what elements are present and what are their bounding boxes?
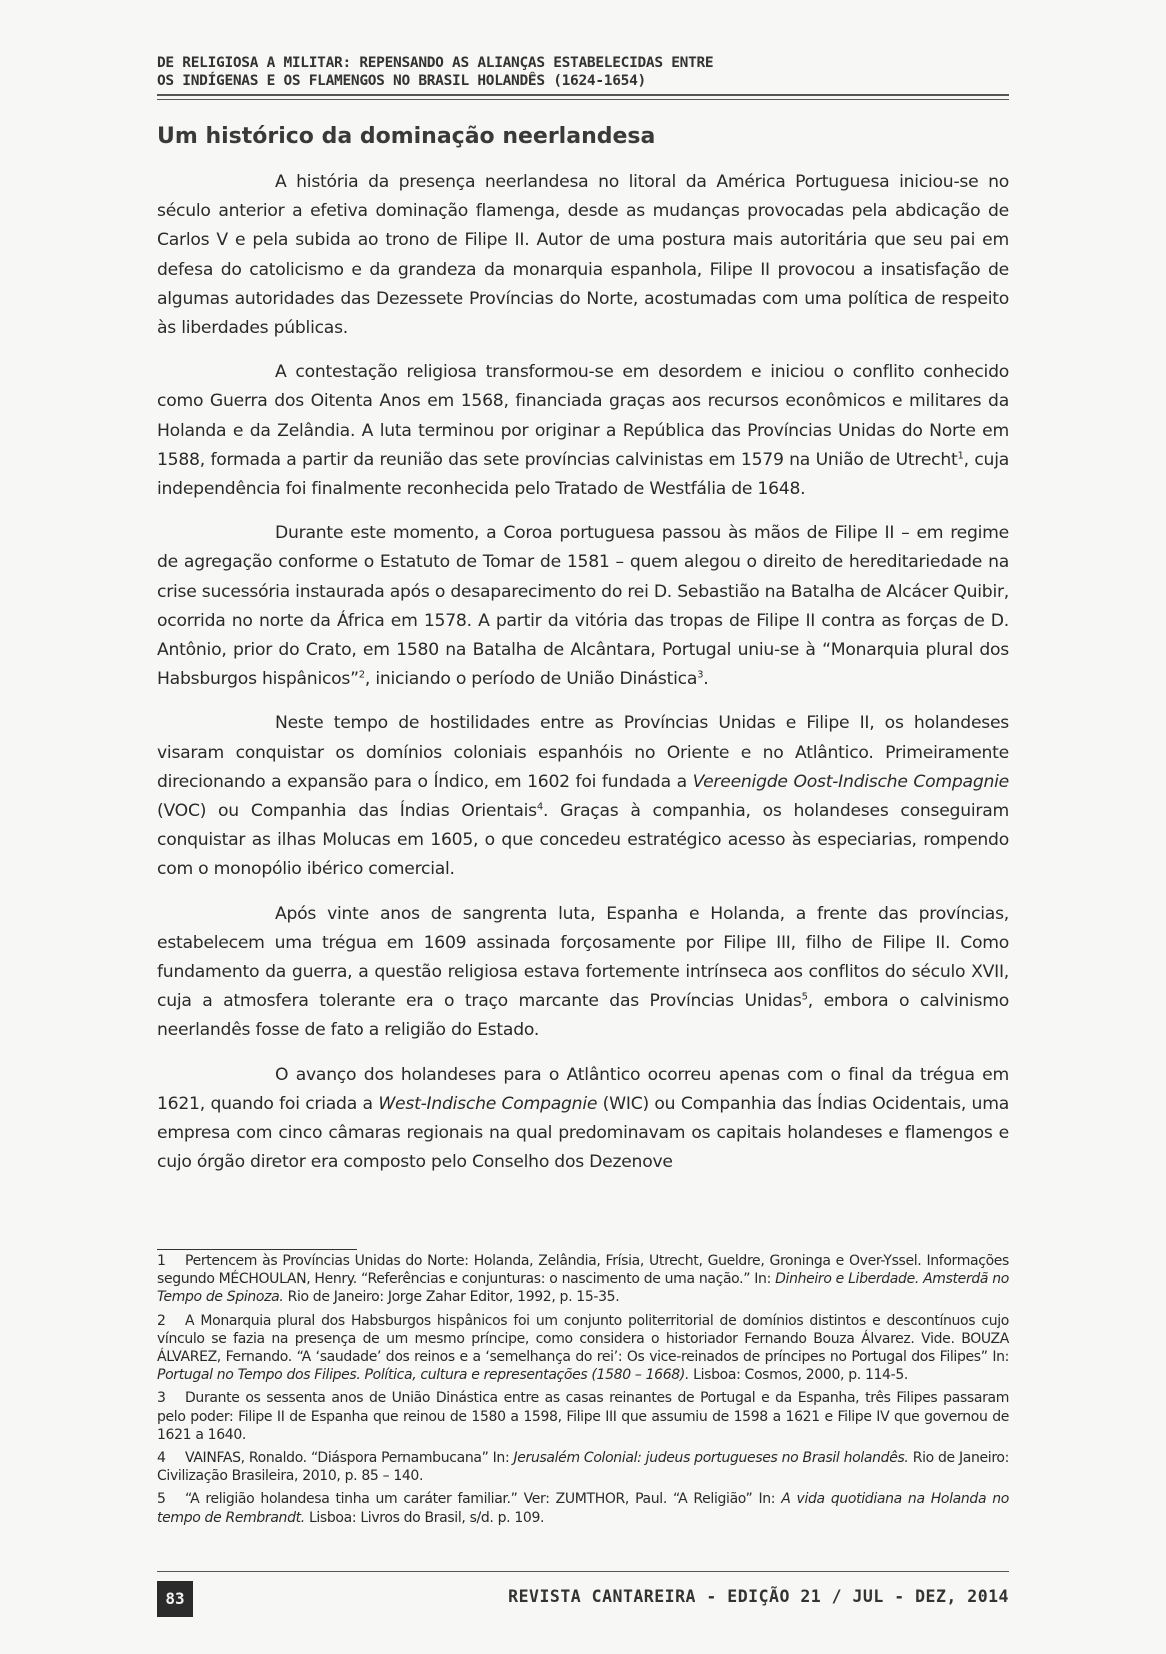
footnote-ref-4[interactable]: 4 — [536, 801, 544, 813]
running-header-line-1: DE RELIGIOSA A MILITAR: REPENSANDO AS ALIANÇAS ESTABELECIDAS ENTRE — [157, 55, 714, 71]
journal-title: REVISTA CANTAREIRA - EDIÇÃO 21 / JUL - DEZ, 2014 — [508, 1587, 1009, 1606]
paragraph-6: O avanço dos holandeses para o Atlântico ocorreu apenas com o final da trégua em 1621, quando foi criada a West-Indische Compagnie (WIC) ou Companhia das Índias Ocidentais, uma empresa com cinco câmaras regionais na qual predominavam os capitais holandeses e flamengos e cujo órgão diretor era composto pelo Conselho dos Dezenove — [157, 1064, 1009, 1173]
footnote-ref-3[interactable]: 3 — [697, 669, 704, 681]
header-rule-thin — [157, 99, 1009, 100]
page-number: 83 — [157, 1581, 193, 1617]
body-text — [157, 168, 1009, 1193]
footnote-5: 5 “A religião holandesa tinha um caráter familiar.” Ver: ZUMTHOR, Paul. “A Religião” In: A vida quotidiana na Holanda no tempo de Rembrandt. Lisboa: Livros do Brasil, s/d. p. 109. — [157, 1491, 1009, 1526]
header-rule — [157, 94, 1009, 96]
paragraph-5: Após vinte anos de sangrenta luta, Espanha e Holanda, a frente das províncias, estabelecem uma trégua em 1609 assinada forçosamente por Filipe III, filho de Filipe II. Como fundamento da guerra, a questão religiosa estava fortemente intrínseca aos conflitos do século XVII, cuja a atmosfera tolerante era o traço marcante das Províncias Unidas$^5$, embora o calvinismo neerlandês fosse de fato a religião do Estado. — [157, 903, 1009, 1041]
running-header-line-2: OS INDÍGENAS E OS FLAMENGOS NO BRASIL HOLANDÊS (1624-1654) — [157, 73, 646, 89]
running-header — [157, 54, 1009, 90]
paragraph-2: A contestação religiosa transformou-se em desordem e iniciou o conflito conhecido como Guerra dos Oitenta Anos em 1568, financiada graças aos recursos econômicos e militares da Holanda e da Zelândia. A luta terminou por originar a República das Províncias Unidas do Norte em 1588, formada a partir da reunião das sete províncias calvinistas em 1579 na União de Utrecht$^1$, cuja independência foi finalmente reconhecida pelo Tratado de Westfália de 1648. — [157, 362, 1010, 500]
footnote-ref-5[interactable]: 5 — [801, 991, 808, 1003]
paragraph-4: Neste tempo de hostilidades entre as Províncias Unidas e Filipe II, os holandeses visaram conquistar os domínios coloniais espanhóis no Oriente e no Atlântico. Primeiramente direcionando a expansão para o Índico, em 1602 foi fundada a Vereenigde Oost-Indische Compagnie (VOC) ou Companhia das Índias Orientais$^4$. Graças à companhia, os holandeses conseguiram conquistar as ilhas Molucas em 1605, o que concedeu estratégico acesso às especiarias, rompendo com o monopólio ibérico comercial. — [157, 713, 1009, 880]
footnote-2: 2 A Monarquia plural dos Habsburgos hispânicos foi um conjunto politerritorial de domínios distintos e descontínuos cujo vínculo se fazia na presença de um mesmo príncipe, como considera o historiador Fernando Bouza Álvarez. Vide. BOUZA ÁLVAREZ, Fernando. “A ‘saudade’ dos reinos e a ‘semelhança do rei’: Os vice-reinados de príncipes no Portugal dos Filipes” In: Portugal no Tempo dos Filipes. Política, cultura e representações (1580 – 1668). Lisboa: Cosmos, 2000, p. 114-5. — [157, 1312, 1009, 1384]
footer-rule — [157, 1571, 1009, 1572]
footnote-ref-2[interactable]: 2 — [358, 669, 365, 681]
paragraph-1: A história da presença neerlandesa no litoral da América Portuguesa iniciou-se no século anterior a efetiva dominação flamenga, desde as mudanças provocadas pela abdicação de Carlos V e pela subida ao trono de Filipe II. Autor de uma postura mais autoritária que seu pai em defesa do catolicismo e da grandeza da monarquia espanhola, Filipe II provocou a insatisfação de algumas autoridades das Dezessete Províncias do Norte, acostumadas com uma política de respeito às liberdades públicas. — [157, 172, 1009, 339]
footnote-separator — [157, 1249, 357, 1250]
footnote-1: 1 Pertencem às Províncias Unidas do Norte: Holanda, Zelândia, Frísia, Utrecht, Gueldre, Groninga e Over-Yssel. Informações segundo MÉCHOULAN, Henry. “Referências e conjunturas: o nascimento de uma nação.” In: Dinheiro e Liberdade. Amsterdã no Tempo de Spinoza. Rio de Janeiro: Jorge Zahar Editor, 1992, p. 15-35. — [157, 1253, 1009, 1306]
footnotes — [157, 1252, 1009, 1532]
footnote-3: 3 Durante os sessenta anos de União Dinástica entre as casas reinantes de Portugal e da Espanha, três Filipes passaram pelo poder: Filipe II de Espanha que reinou de 1580 a 1598, Filipe III que assumiu de 1598 a 1621 e Filipe IV que governou de 1621 a 1640. — [157, 1390, 1009, 1443]
footnote-4: 4 VAINFAS, Ronaldo. “Diáspora Pernambucana” In: Jerusalém Colonial: judeus portugueses no Brasil holandês. Rio de Janeiro: Civilização Brasileira, 2010, p. 85 – 140. — [157, 1450, 1010, 1485]
footnote-ref-1[interactable]: 1 — [957, 450, 964, 462]
document-page — [157, 0, 1009, 1654]
paragraph-3: Durante este momento, a Coroa portuguesa passou às mãos de Filipe II – em regime de agregação conforme o Estatuto de Tomar de 1581 – quem alegou o direito de hereditariedade na crise sucessória instaurada após o desaparecimento do rei D. Sebastião na Batalha de Alcácer Quibir, ocorrida no norte da África em 1578. A partir da vitória das tropas de Filipe II contra as forças de D. Antônio, prior do Crato, em 1580 na Batalha de Alcântara, Portugal uniu-se à “Monarquia plural dos Habsburgos hispânicos”$^2$, iniciando o período de União Dinástica$^3$. — [157, 523, 1009, 690]
section-title: Um histórico da dominação neerlandesa — [157, 124, 656, 149]
